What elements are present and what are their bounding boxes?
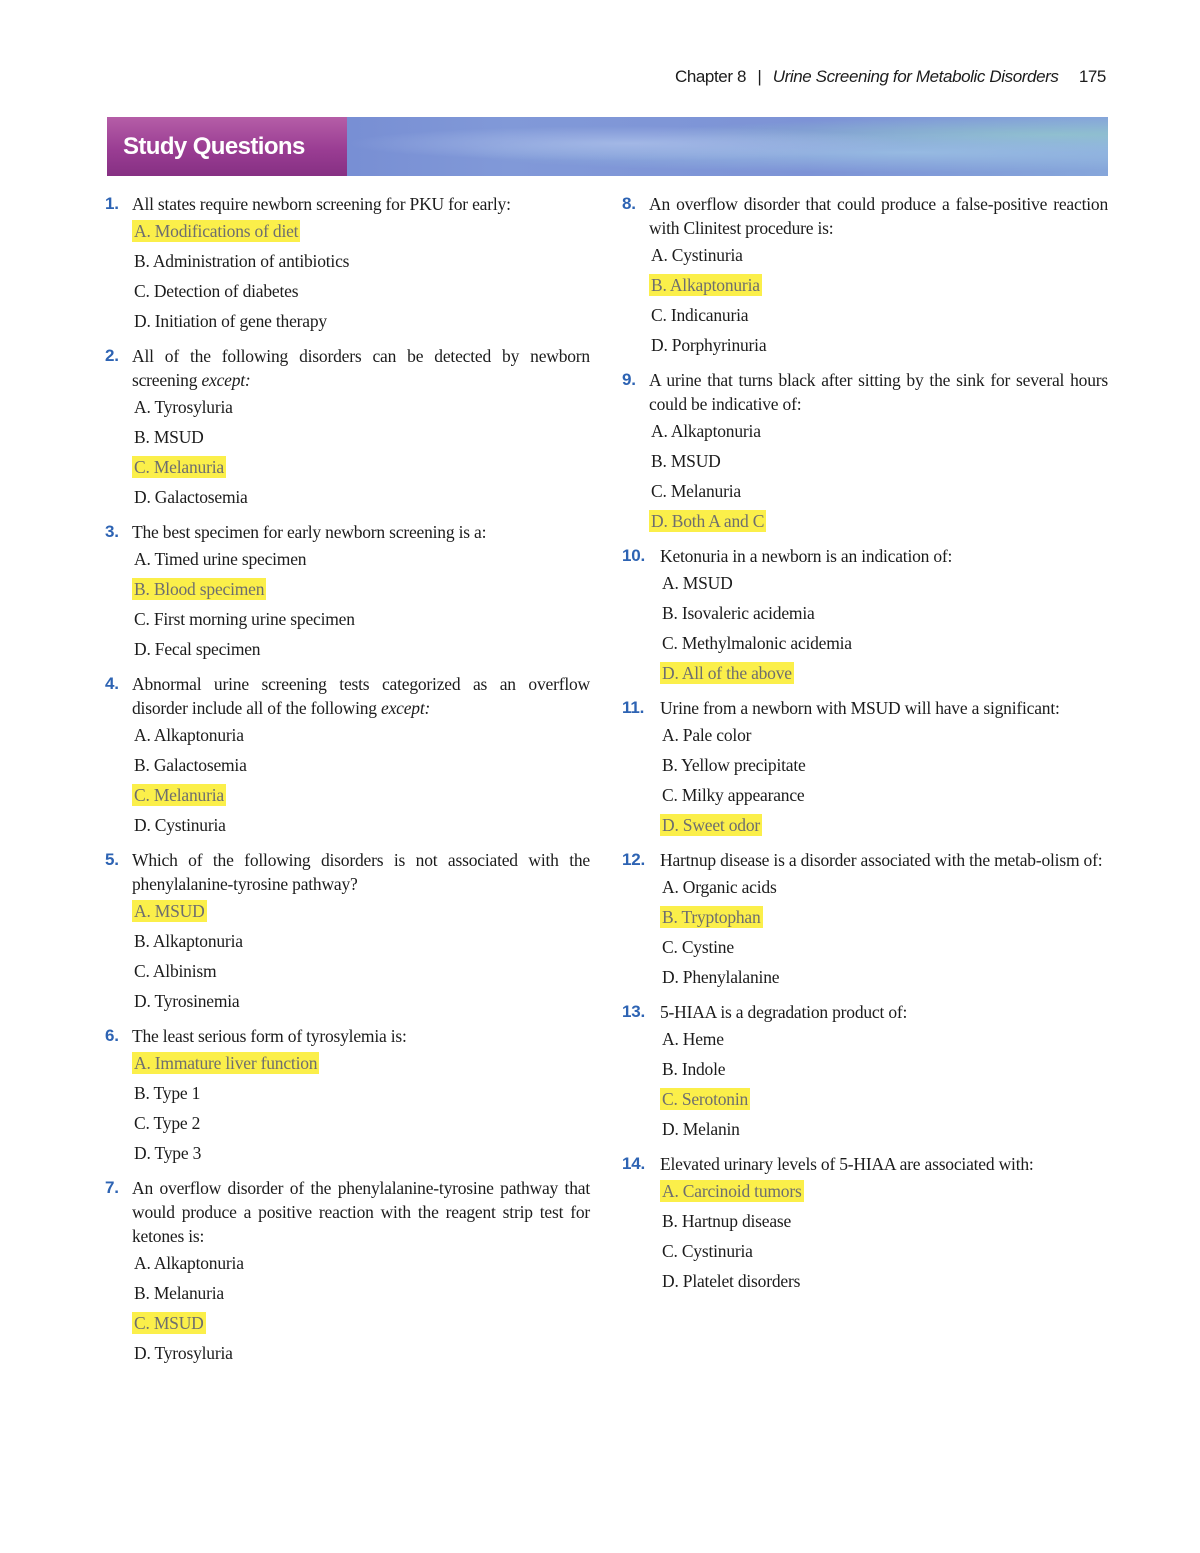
answer-options	[622, 1024, 1108, 1144]
question-text: An overflow disorder that could produce a false-positive reaction with Clinitest procedure is:	[649, 194, 1108, 238]
question-stem	[105, 344, 590, 392]
answer-option	[660, 780, 1108, 810]
answer-option-text: A. MSUD	[134, 901, 205, 921]
question-emphasis: except:	[381, 698, 431, 718]
answer-option-text: B. MSUD	[134, 427, 204, 447]
answer-option-text: D. Type 3	[134, 1143, 202, 1163]
question-stem	[622, 696, 1108, 720]
answer-option	[649, 446, 1108, 476]
header-separator: |	[757, 67, 762, 86]
question-stem	[105, 520, 590, 544]
answer-option	[132, 810, 590, 840]
answer-option-highlighted	[132, 896, 590, 926]
answer-option-text: C. Indicanuria	[651, 305, 749, 325]
answer-option	[132, 634, 590, 664]
answer-options	[622, 568, 1108, 688]
question-stem	[105, 1024, 590, 1048]
question-text: Abnormal urine screening tests categorized as an overflow disorder include all of the following	[132, 674, 590, 718]
answer-option-text: D. Porphyrinuria	[651, 335, 767, 355]
answer-option-highlighted	[649, 506, 1108, 536]
question-8	[622, 192, 1108, 360]
answer-option-text: A. Timed urine specimen	[134, 549, 307, 569]
answer-option-highlighted	[660, 1084, 1108, 1114]
question-9	[622, 368, 1108, 536]
answer-option-highlighted	[660, 902, 1108, 932]
answer-options	[622, 240, 1108, 360]
answer-option	[132, 956, 590, 986]
answer-option	[660, 720, 1108, 750]
answer-options	[105, 1248, 590, 1368]
answer-option-text: B. Galactosemia	[134, 755, 247, 775]
study-questions-banner	[107, 117, 1108, 176]
question-number: 14.	[622, 1154, 646, 1173]
answer-option-text: C. First morning urine specimen	[134, 609, 355, 629]
question-number: 5.	[105, 850, 119, 869]
answer-option-text: B. Melanuria	[134, 1283, 224, 1303]
answer-options	[622, 1176, 1108, 1296]
answer-options	[105, 392, 590, 512]
answer-options	[105, 544, 590, 664]
answer-option	[132, 1278, 590, 1308]
question-number: 2.	[105, 346, 119, 365]
question-1	[105, 192, 590, 336]
answer-option	[132, 1248, 590, 1278]
answer-option	[132, 926, 590, 956]
question-3	[105, 520, 590, 664]
question-stem	[105, 672, 590, 720]
answer-option-text: A. Tyrosyluria	[134, 397, 233, 417]
answer-options	[105, 1048, 590, 1168]
answer-option-text: B. Blood specimen	[134, 579, 265, 599]
answer-option	[132, 720, 590, 750]
answer-option-text: D. Phenylalanine	[662, 967, 780, 987]
answer-option-text: C. Serotonin	[662, 1089, 749, 1109]
question-stem	[105, 192, 590, 216]
answer-option	[660, 750, 1108, 780]
question-stem	[105, 1176, 590, 1248]
answer-option	[649, 300, 1108, 330]
answer-option-text: D. Fecal specimen	[134, 639, 261, 659]
answer-option	[132, 1138, 590, 1168]
question-emphasis: except:	[201, 370, 251, 390]
question-text: Ketonuria in a newborn is an indication of:	[660, 546, 953, 566]
answer-options	[622, 720, 1108, 840]
question-4	[105, 672, 590, 840]
question-14	[622, 1152, 1108, 1296]
question-text: All states require newborn screening for PKU for early:	[132, 194, 511, 214]
answer-option-highlighted	[660, 1176, 1108, 1206]
question-number: 10.	[622, 546, 646, 565]
running-head	[600, 67, 1106, 87]
answer-option	[660, 1236, 1108, 1266]
question-text: The best specimen for early newborn screening is a:	[132, 522, 487, 542]
answer-option-text: B. Isovaleric acidemia	[662, 603, 815, 623]
answer-option-text: D. Tyrosyluria	[134, 1343, 233, 1363]
question-number: 7.	[105, 1178, 119, 1197]
question-number: 11.	[622, 698, 645, 717]
answer-option-text: A. Alkaptonuria	[651, 421, 761, 441]
answer-option-text: C. Cystinuria	[662, 1241, 753, 1261]
answer-option-text: C. Detection of diabetes	[134, 281, 299, 301]
answer-option-text: B. Type 1	[134, 1083, 201, 1103]
question-number: 8.	[622, 194, 636, 213]
question-stem	[622, 1152, 1108, 1176]
answer-options	[622, 872, 1108, 992]
answer-option	[660, 598, 1108, 628]
page-number: 175	[1078, 67, 1106, 86]
question-11	[622, 696, 1108, 840]
answer-option-text: C. Cystine	[662, 937, 734, 957]
answer-option	[660, 1266, 1108, 1296]
answer-option	[660, 1206, 1108, 1236]
question-text: 5-HIAA is a degradation product of:	[660, 1002, 908, 1022]
answer-option-text: B. Administration of antibiotics	[134, 251, 350, 271]
left-column	[105, 192, 590, 1376]
question-stem	[622, 192, 1108, 240]
question-6	[105, 1024, 590, 1168]
answer-option-text: B. Tryptophan	[662, 907, 761, 927]
answer-option-text: D. Cystinuria	[134, 815, 226, 835]
answer-option-text: D. Initiation of gene therapy	[134, 311, 327, 331]
answer-option	[660, 1114, 1108, 1144]
answer-options	[105, 720, 590, 840]
question-stem	[622, 368, 1108, 416]
answer-option-text: A. Alkaptonuria	[134, 1253, 244, 1273]
answer-option	[132, 604, 590, 634]
answer-option-text: C. Melanuria	[651, 481, 741, 501]
question-text: A urine that turns black after sitting by the sink for several hours could be indicative of:	[649, 370, 1108, 414]
answer-option-text: C. Type 2	[134, 1113, 201, 1133]
answer-option-highlighted	[660, 658, 1108, 688]
answer-option-text: A. Cystinuria	[651, 245, 743, 265]
answer-option-text: D. Galactosemia	[134, 487, 248, 507]
answer-option	[132, 986, 590, 1016]
answer-option	[660, 1024, 1108, 1054]
answer-option	[132, 1338, 590, 1368]
answer-option-text: C. Melanuria	[134, 785, 224, 805]
question-number: 12.	[622, 850, 646, 869]
right-column	[622, 192, 1108, 1304]
question-stem	[105, 848, 590, 896]
answer-option	[132, 246, 590, 276]
answer-option	[660, 628, 1108, 658]
answer-option-text: D. Both A and C	[651, 511, 765, 531]
question-text: An overflow disorder of the phenylalanine-tyrosine pathway that would produce a positive reaction with the reagent strip test for ketones is:	[132, 1178, 590, 1246]
answer-option-text: A. Organic acids	[662, 877, 777, 897]
answer-option-text: B. Indole	[662, 1059, 726, 1079]
question-number: 9.	[622, 370, 636, 389]
answer-option-highlighted	[132, 574, 590, 604]
answer-option	[649, 416, 1108, 446]
answer-option-text: A. Pale color	[662, 725, 752, 745]
banner-title: Study Questions	[107, 117, 347, 176]
answer-option-text: C. Milky appearance	[662, 785, 805, 805]
answer-option-text: D. Tyrosinemia	[134, 991, 240, 1011]
answer-option	[660, 872, 1108, 902]
answer-option	[649, 330, 1108, 360]
answer-option-text: A. Modifications of diet	[134, 221, 299, 241]
answer-option-text: B. Alkaptonuria	[134, 931, 243, 951]
answer-option-text: A. MSUD	[662, 573, 733, 593]
answer-option	[132, 482, 590, 512]
answer-option-text: B. MSUD	[651, 451, 721, 471]
answer-option-text: C. MSUD	[134, 1313, 204, 1333]
question-13	[622, 1000, 1108, 1144]
answer-option	[132, 392, 590, 422]
answer-option	[660, 932, 1108, 962]
chapter-title: Urine Screening for Metabolic Disorders	[772, 67, 1059, 86]
question-stem	[622, 848, 1108, 872]
answer-option-text: A. Heme	[662, 1029, 724, 1049]
answer-option	[660, 568, 1108, 598]
answer-option	[132, 750, 590, 780]
question-7	[105, 1176, 590, 1368]
answer-options	[622, 416, 1108, 536]
answer-option-text: A. Immature liver function	[134, 1053, 318, 1073]
answer-options	[105, 216, 590, 336]
answer-option-highlighted	[132, 1048, 590, 1078]
question-text: Which of the following disorders is not associated with the phenylalanine-tyrosine pathway?	[132, 850, 590, 894]
answer-option-highlighted	[132, 780, 590, 810]
question-text: The least serious form of tyrosylemia is:	[132, 1026, 407, 1046]
answer-option	[132, 544, 590, 574]
answer-option-highlighted	[660, 810, 1108, 840]
question-12	[622, 848, 1108, 992]
answer-option-text: D. Platelet disorders	[662, 1271, 801, 1291]
answer-option-text: D. Sweet odor	[662, 815, 761, 835]
answer-option-text: A. Carcinoid tumors	[662, 1181, 802, 1201]
answer-option-highlighted	[132, 452, 590, 482]
answer-option-text: B. Yellow precipitate	[662, 755, 806, 775]
question-text: All of the following disorders can be detected by newborn screening	[132, 346, 590, 390]
question-2	[105, 344, 590, 512]
question-number: 1.	[105, 194, 119, 213]
question-number: 13.	[622, 1002, 646, 1021]
answer-option-highlighted	[649, 270, 1108, 300]
answer-option	[132, 1078, 590, 1108]
question-text: Urine from a newborn with MSUD will have a significant:	[660, 698, 1060, 718]
question-stem	[622, 1000, 1108, 1024]
question-stem	[622, 544, 1108, 568]
question-5	[105, 848, 590, 1016]
answer-option-highlighted	[132, 1308, 590, 1338]
question-10	[622, 544, 1108, 688]
answer-option	[660, 962, 1108, 992]
answer-option-text: C. Methylmalonic acidemia	[662, 633, 852, 653]
answer-option	[649, 476, 1108, 506]
answer-option-highlighted	[132, 216, 590, 246]
answer-option	[660, 1054, 1108, 1084]
chapter-label: Chapter 8	[674, 67, 746, 86]
answer-options	[105, 896, 590, 1016]
answer-option	[132, 306, 590, 336]
answer-option	[132, 276, 590, 306]
question-text: Hartnup disease is a disorder associated with the metab-olism of:	[660, 850, 1103, 870]
answer-option	[132, 1108, 590, 1138]
answer-option-text: B. Hartnup disease	[662, 1211, 792, 1231]
answer-option-text: D. All of the above	[662, 663, 792, 683]
question-number: 3.	[105, 522, 119, 541]
answer-option	[132, 422, 590, 452]
question-text: Elevated urinary levels of 5-HIAA are associated with:	[660, 1154, 1034, 1174]
question-number: 4.	[105, 674, 119, 693]
question-number: 6.	[105, 1026, 119, 1045]
answer-option-text: C. Melanuria	[134, 457, 224, 477]
answer-option-text: C. Albinism	[134, 961, 217, 981]
answer-option-text: B. Alkaptonuria	[651, 275, 760, 295]
answer-option	[649, 240, 1108, 270]
answer-option-text: A. Alkaptonuria	[134, 725, 244, 745]
answer-option-text: D. Melanin	[662, 1119, 740, 1139]
